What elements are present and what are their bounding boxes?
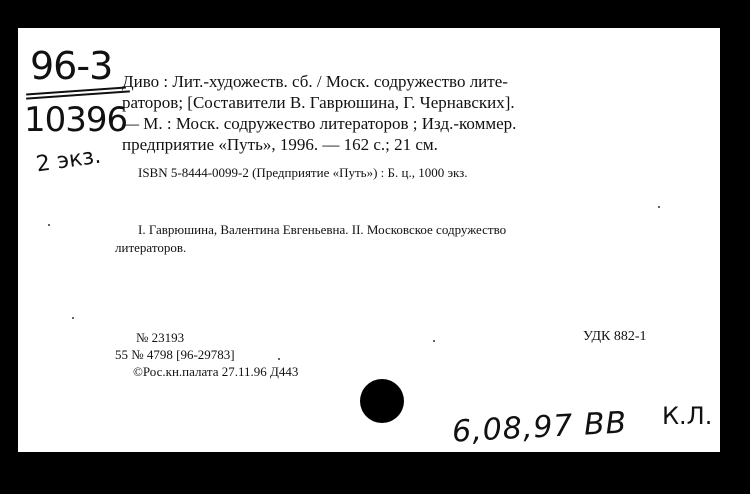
dust-speck — [72, 317, 74, 319]
tracings-line-1: I. Гаврюшина, Валентина Евгеньевна. II. Московское содружество — [138, 222, 507, 237]
punch-hole — [360, 379, 404, 423]
entry-title-line: Диво : Лит.-художеств. сб. / Моск. содружество лите- — [122, 72, 508, 91]
handwritten-initials: К.Л. — [662, 402, 713, 430]
sub-number: 55 № 4798 [96-29783] — [115, 347, 235, 362]
entry-imprint-line: — М. : Моск. содружество литераторов ; Изд.-коммер. — [122, 114, 517, 133]
book-chamber-stamp: ©Рос.кн.палата 27.11.96 Д443 — [133, 364, 299, 379]
handwritten-shelf-mark: 96-3 — [30, 44, 113, 88]
handwritten-copies: 2 экз. — [34, 143, 103, 178]
tracings-line-2: литераторов. — [115, 240, 187, 255]
entry-compilers-line: раторов; [Составители В. Гаврюшина, Г. Чернавских]. — [122, 93, 515, 112]
bibliographic-entry — [122, 71, 682, 155]
entry-publisher-line: предприятие «Путь», 1996. — 162 с.; 21 см. — [122, 135, 438, 154]
handwritten-date: 6,08,97 BB — [451, 405, 629, 450]
udk-code: УДК 882-1 — [583, 329, 647, 344]
dust-speck — [433, 340, 435, 342]
isbn-line: ISBN 5-8444-0099-2 (Предприятие «Путь») : Б. ц., 1000 экз. — [138, 165, 468, 180]
dust-speck — [48, 224, 50, 226]
handwritten-inventory-number: 10396 — [24, 100, 128, 140]
dust-speck — [658, 206, 660, 208]
registration-number: № 23193 — [136, 330, 185, 345]
dust-speck — [278, 358, 280, 360]
catalog-card — [18, 28, 720, 452]
